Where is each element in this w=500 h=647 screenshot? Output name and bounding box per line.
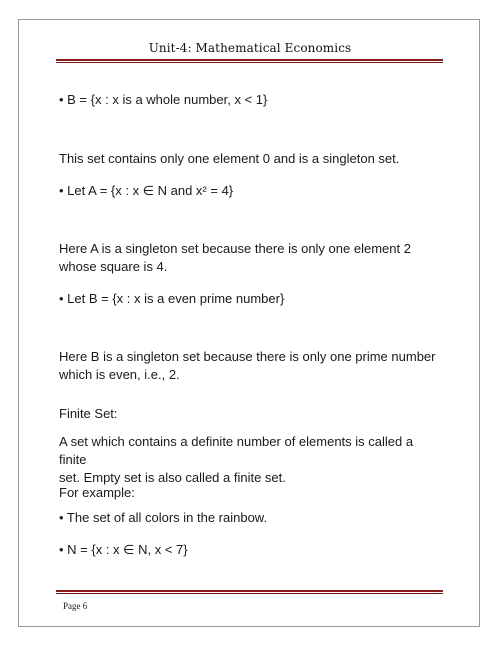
heading-finite-set: Finite Set: xyxy=(59,406,118,421)
paragraph-line: Here B is a singleton set because there is only one prime number xyxy=(59,349,436,364)
bullet-set-a-square: • Let A = {x : x ∈ N and x² = 4} xyxy=(59,183,234,198)
paragraph-singleton-two xyxy=(59,240,444,276)
page-border xyxy=(18,19,480,627)
paragraph-line: set. Empty set is also called a finite set. xyxy=(59,470,286,485)
paragraph-singleton-prime xyxy=(59,348,444,384)
page-header-title: Unit-4: Mathematical Economics xyxy=(148,41,352,55)
paragraph-line: Here A is a singleton set because there is only one element 2 xyxy=(59,241,411,256)
label-for-example: For example: xyxy=(59,485,135,500)
paragraph-finite-set-definition xyxy=(59,433,444,487)
bullet-set-b-even-prime: • Let B = {x : x is a even prime number} xyxy=(59,291,285,306)
paragraph-line: which is even, i.e., 2. xyxy=(59,367,180,382)
bullet-set-n: • N = {x : x ∈ N, x < 7} xyxy=(59,542,188,557)
paragraph-singleton-zero: This set contains only one element 0 and is a singleton set. xyxy=(59,151,400,166)
paragraph-line: whose square is 4. xyxy=(59,259,168,274)
bullet-rainbow-colors: • The set of all colors in the rainbow. xyxy=(59,510,268,525)
page-number: Page 6 xyxy=(63,601,88,611)
footer-rule xyxy=(56,590,443,594)
header-rule xyxy=(56,59,443,63)
paragraph-line: A set which contains a definite number of elements is called a finite xyxy=(59,434,414,467)
bullet-set-b-whole-number: • B = {x : x is a whole number, x < 1} xyxy=(59,92,268,107)
